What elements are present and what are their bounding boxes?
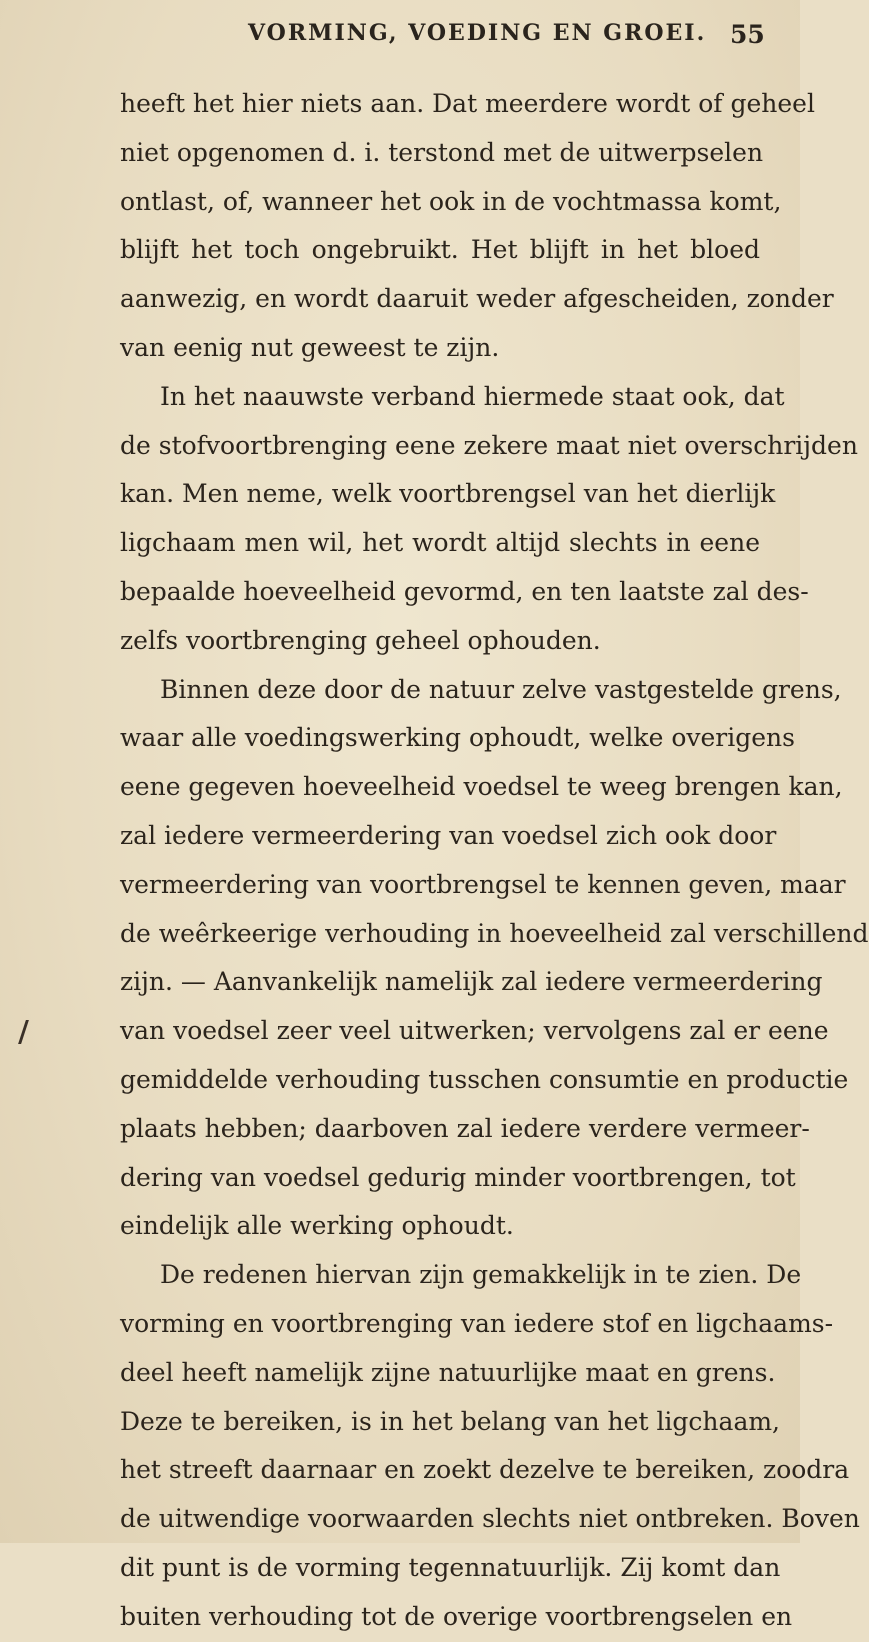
text-line: zijn. — Aanvankelijk namelijk zal iedere vermeerdering xyxy=(120,967,823,997)
text-line: ligchaam men wil, het wordt altijd slechts in eene xyxy=(120,528,760,558)
text-line: vorming en voortbrenging van iedere stof en ligchaams- xyxy=(120,1308,834,1338)
body-text xyxy=(120,80,869,1642)
text-line: gemiddelde verhouding tusschen consumtie en productie xyxy=(120,1064,849,1094)
text-line: aanwezig, en wordt daaruit weder afgescheiden, zonder xyxy=(120,284,834,314)
text-line: Binnen deze door de natuur zelve vastgestelde grens, xyxy=(160,674,842,704)
text-line: De redenen hiervan zijn gemakkelijk in te zien. De xyxy=(160,1260,802,1290)
text-line: dering van voedsel gedurig minder voortbrengen, tot xyxy=(120,1162,796,1192)
text-line: zelfs voortbrenging geheel ophouden. xyxy=(120,625,601,655)
text-line: van voedsel zeer veel uitwerken; vervolgens zal er eene xyxy=(120,1016,829,1046)
text-line: waar alle voedingswerking ophoudt, welke overigens xyxy=(120,723,795,753)
text-line: In het naauwste verband hiermede staat ook, dat xyxy=(160,381,785,411)
text-line: ontlast, of, wanneer het ook in de vochtmassa komt, xyxy=(120,186,782,216)
text-line: heeft het hier niets aan. Dat meerdere wordt of geheel xyxy=(120,89,815,118)
text-line: deel heeft namelijk zijne natuurlijke maat en grens. xyxy=(120,1357,776,1387)
running-title: VORMING, VOEDING EN GROEI. xyxy=(248,20,707,46)
page-header xyxy=(0,20,800,60)
text-line: het streeft daarnaar en zoekt dezelve te bereiken, zoodra xyxy=(120,1455,850,1485)
text-line: de weêrkeerige verhouding in hoeveelheid zal verschillend xyxy=(120,918,869,948)
text-line: blijft het toch ongebruikt. Het blijft in het bloed xyxy=(120,235,760,265)
margin-mark xyxy=(10,1020,29,1044)
text-line: buiten verhouding tot de overige voortbrengselen en xyxy=(120,1601,793,1631)
page-number: 55 xyxy=(730,20,765,49)
text-line: kan. Men neme, welk voortbrengsel van het dierlijk xyxy=(120,479,776,509)
text-line: eindelijk alle werking ophoudt. xyxy=(120,1211,514,1241)
text-line: niet opgenomen d. i. terstond met de uitwerpselen xyxy=(120,137,764,167)
text-line: zal iedere vermeerdering van voedsel zich ook door xyxy=(120,820,777,850)
text-line: Deze te bereiken, is in het belang van het ligchaam, xyxy=(120,1406,780,1436)
text-line: de stofvoortbrenging eene zekere maat niet overschrijden xyxy=(120,430,858,460)
text-line: bepaalde hoeveelheid gevormd, en ten laatste zal des- xyxy=(120,576,809,606)
text-line: dit punt is de vorming tegennatuurlijk. Zij komt dan xyxy=(120,1552,781,1582)
text-line: vermeerdering van voortbrengsel te kennen geven, maar xyxy=(120,869,846,899)
text-line: eene gegeven hoeveelheid voedsel te weeg brengen kan, xyxy=(120,772,843,802)
text-line: plaats hebben; daarboven zal iedere verdere vermeer- xyxy=(120,1113,810,1143)
text-line: de uitwendige voorwaarden slechts niet ontbreken. Boven xyxy=(120,1504,860,1534)
text-line: van eenig nut geweest te zijn. xyxy=(120,332,500,362)
